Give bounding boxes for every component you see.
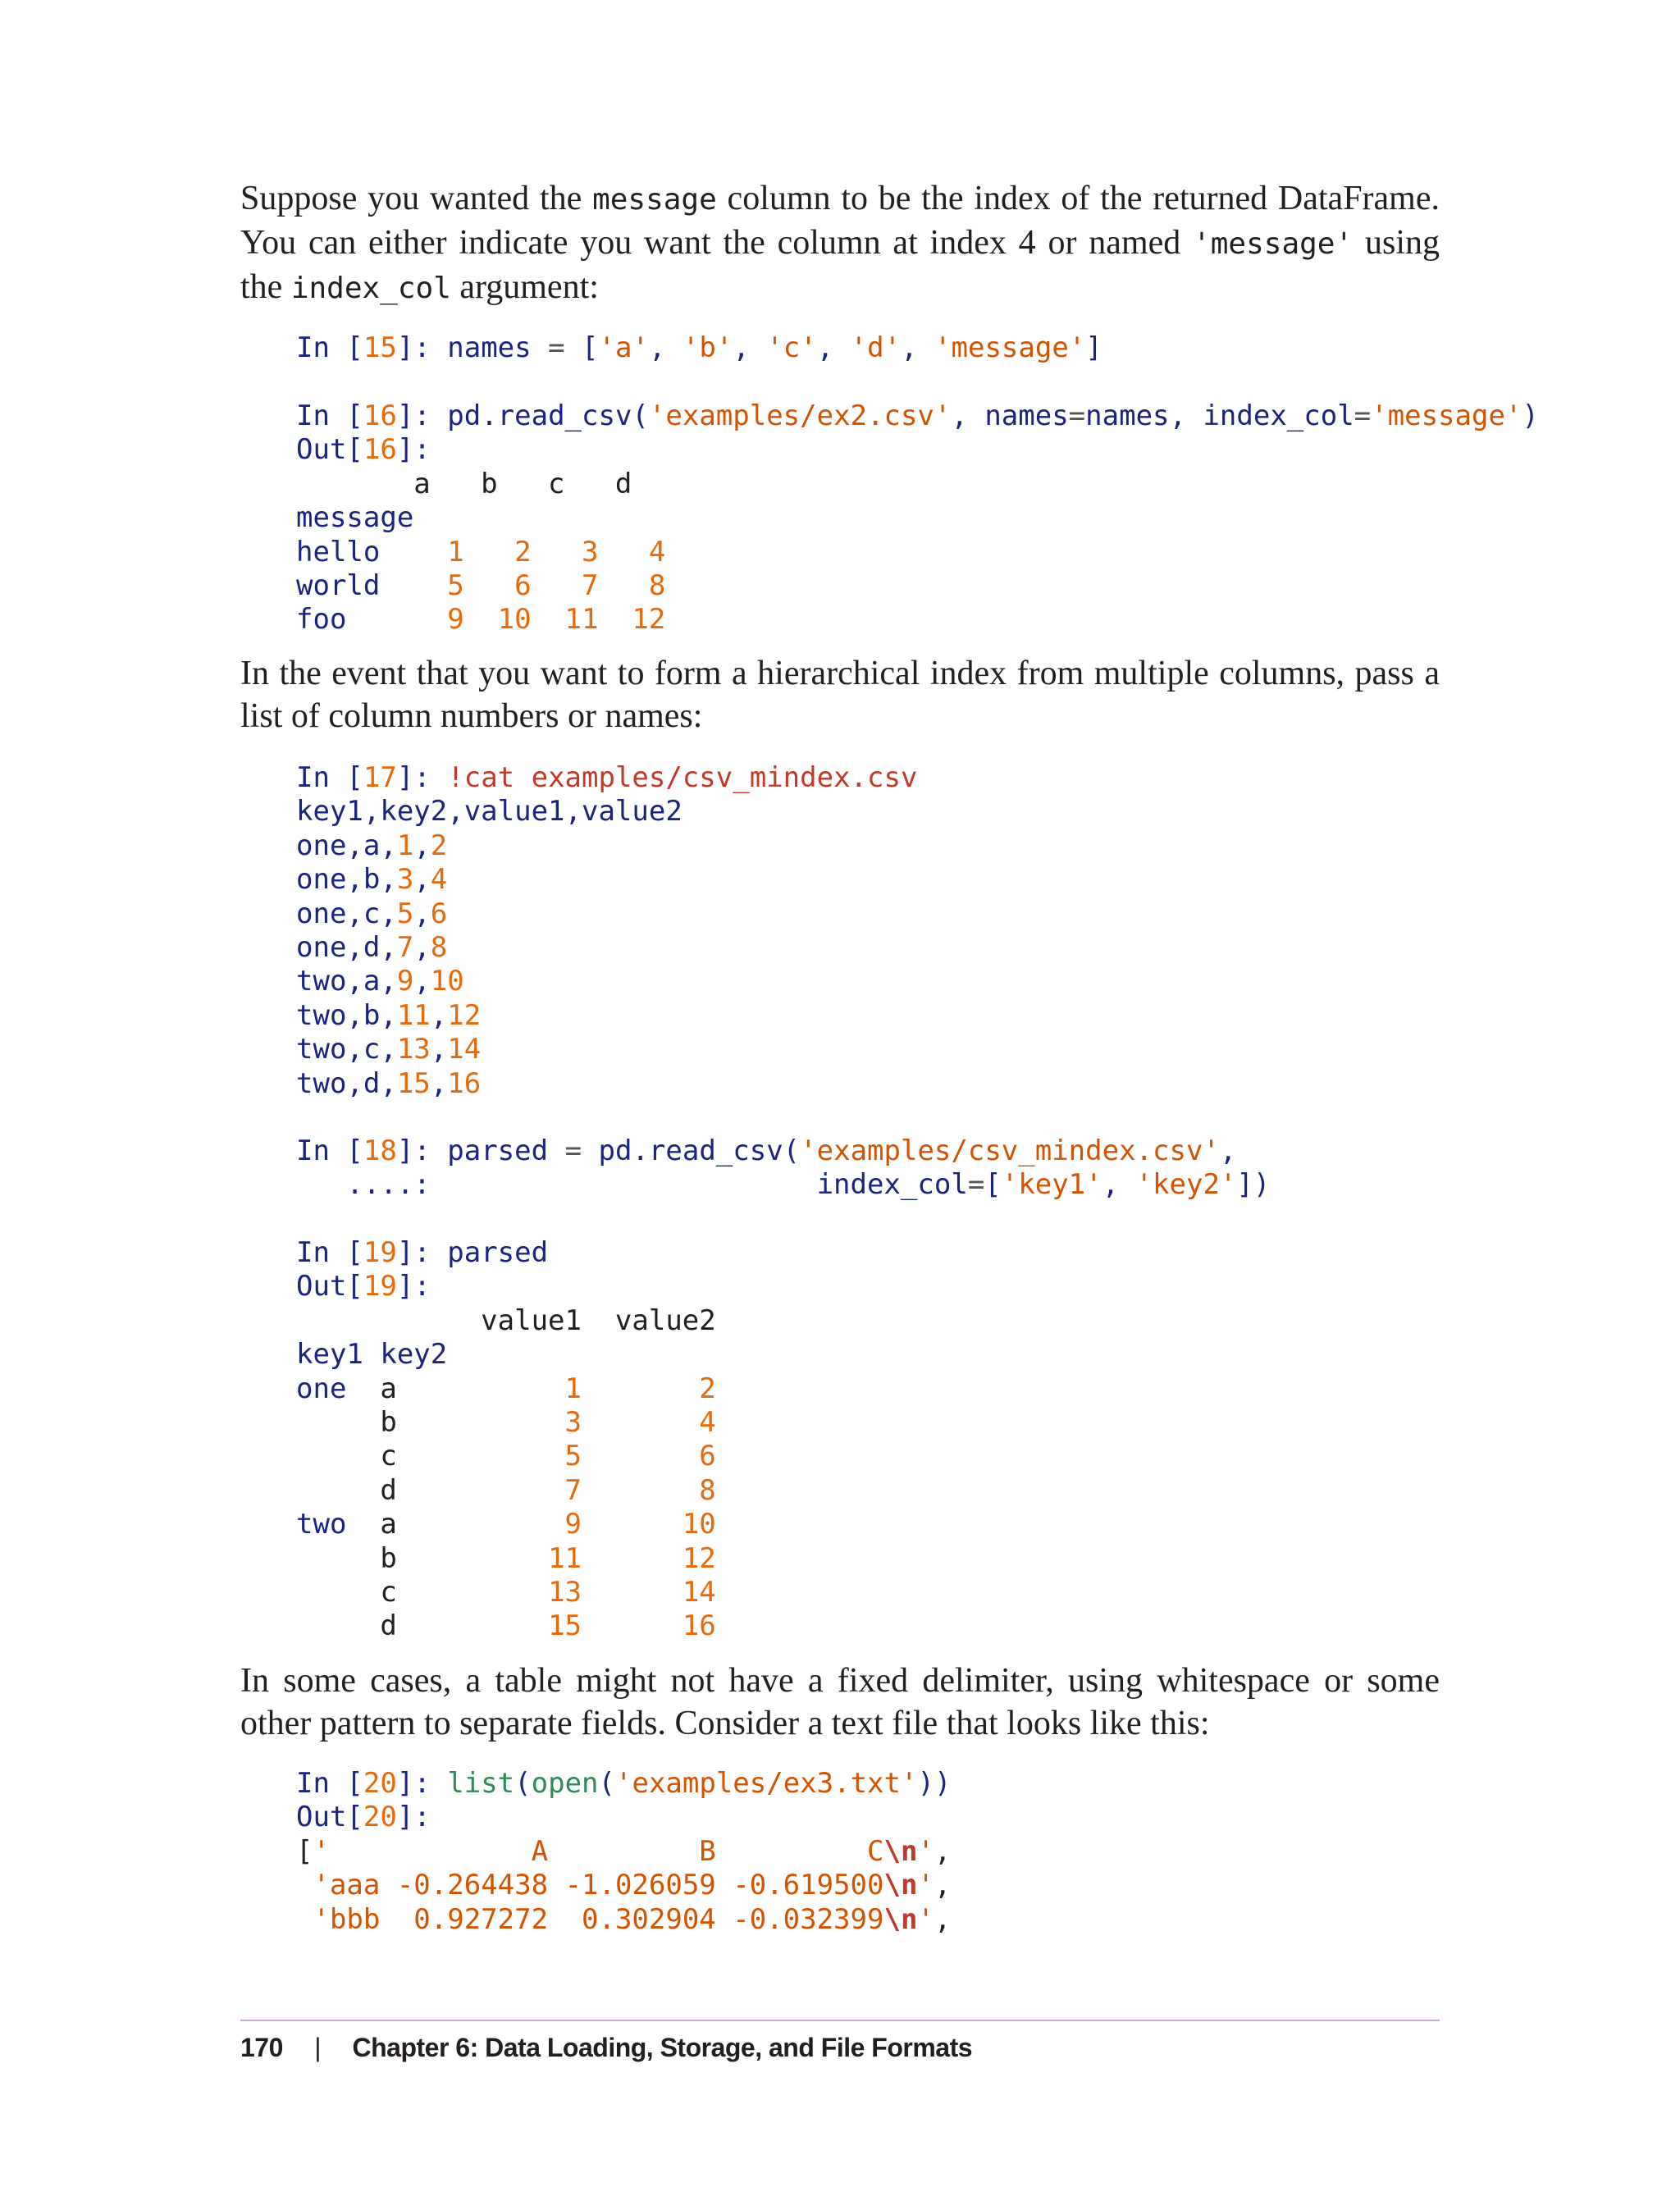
inline-code-message: message [592,183,717,217]
chapter-title: Chapter 6: Data Loading, Storage, and File Formats [352,2033,973,2063]
inline-code-message-quoted: 'message' [1193,227,1354,261]
code-cell-17: In [17]: !cat examples/csv_mindex.csv key1,key2,value1,value2 one,a,1,2 one,b,3,4 one,c,5,6 one,d,7,8 two,a,9,10 two,b,11,12 two,c,13,14 two,d,15,16 [296,761,918,1100]
code-cell-18: In [18]: parsed = pd.read_csv('examples/csv_mindex.csv', ....: index_col=['key1', 'key2']) [296,1134,1271,1202]
inline-code-index-col: index_col [290,272,451,305]
df-row: world [296,569,414,603]
df-row: foo [296,603,414,637]
paragraph-index-col: Suppose you wanted the message column to be the index of the returned DataFrame. You can either indicate you want the column at index 4 or named 'message' using the index_col argument: [240,180,1440,306]
code-cell-16: In [16]: pd.read_csv('examples/ex2.csv', names=names, index_col='message') Out[16]: a b c d message hello 1 2 3 4 world 5 6 7 8 foo 9 10 11 12 [296,399,1539,637]
df-header: value1 value2 [296,1303,716,1337]
df-row: hello [296,535,414,568]
footer-separator: | [314,2033,322,2063]
page-footer [240,2031,972,2072]
code-cell-15: In [15]: names = ['a', 'b', 'c', 'd', 'message'] [296,331,1102,364]
paragraph-whitespace-delimiter: In some cases, a table might not have a fixed delimiter, using whitespace or some other pattern to separate fields. Consider a text file that looks like this: [240,1662,1440,1742]
code-cell-19: In [19]: parsed Out[19]: value1 value2 key1 key2 one a 1 2 b 3 4 c 5 6 d 7 8 two a 9 10 b 11 12 c 13 14 d 15 16 [296,1236,716,1643]
paragraph-hierarchical-index: In the event that you want to form a hierarchical index from multiple columns, pass a list of column numbers or names: [240,655,1440,735]
df-index-names: key1 key2 [296,1338,448,1372]
footer-rule [240,2020,1440,2021]
code-cell-20: In [20]: list(open('examples/ex3.txt')) Out[20]: [' A B C\n', 'aaa -0.264438 -1.026059 -0.619500\n', 'bbb 0.927272 0.302904 -0.032399\n', [296,1767,952,1936]
df-index-name: message [296,501,414,535]
df-header: a b c d [296,467,632,500]
page-number: 170 [240,2033,283,2063]
